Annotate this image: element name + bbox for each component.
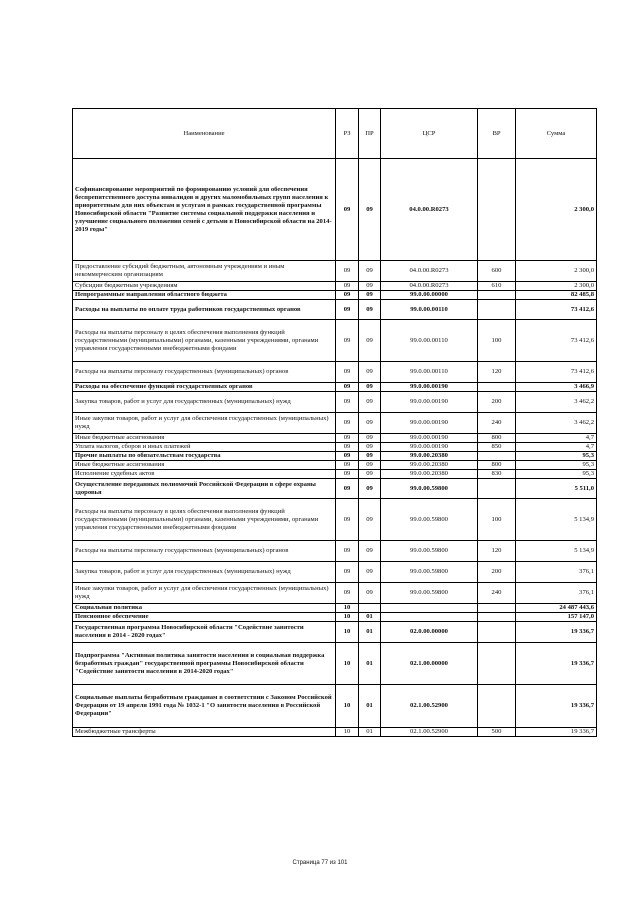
cell-rz: 09 — [336, 434, 359, 443]
cell-rz: 10 — [336, 604, 359, 613]
header-csr: ЦСР — [381, 109, 478, 159]
cell-sum: 3 462,2 — [516, 413, 597, 434]
cell-csr: 99.0.00.59800 — [381, 479, 478, 499]
cell-csr: 02.1.00.00000 — [381, 643, 478, 685]
cell-pr: 09 — [359, 470, 381, 479]
table-body — [73, 159, 597, 737]
cell-csr: 99.0.00.00110 — [381, 320, 478, 362]
cell-vr: 600 — [478, 261, 516, 282]
cell-rz: 09 — [336, 392, 359, 413]
table-row — [73, 728, 597, 737]
cell-pr: 09 — [359, 461, 381, 470]
budget-sheet — [72, 108, 596, 737]
cell-csr: 99.0.00.00000 — [381, 291, 478, 300]
cell-sum: 5 134,9 — [516, 541, 597, 562]
cell-csr: 99.0.00.00190 — [381, 434, 478, 443]
cell-sum: 95,3 — [516, 470, 597, 479]
table-row — [73, 622, 597, 643]
table-row — [73, 282, 597, 291]
table-row — [73, 479, 597, 499]
cell-rz: 09 — [336, 261, 359, 282]
cell-name: Предоставление субсидий бюджетным, автономным учреждениям и иным некоммерческим организациям — [73, 261, 336, 282]
cell-rz: 09 — [336, 479, 359, 499]
cell-rz: 09 — [336, 291, 359, 300]
cell-vr: 100 — [478, 320, 516, 362]
cell-sum: 376,1 — [516, 583, 597, 604]
cell-vr — [478, 685, 516, 728]
cell-vr — [478, 291, 516, 300]
cell-rz: 10 — [336, 643, 359, 685]
cell-vr — [478, 300, 516, 320]
table-row — [73, 685, 597, 728]
cell-csr: 99.0.00.20380 — [381, 470, 478, 479]
cell-name: Социальные выплаты безработным гражданам в соответствии с Законом Российской Федерации от 19 апреля 1991 года № 1032-1 "О занятости населения в Российской Федерации" — [73, 685, 336, 728]
cell-rz: 09 — [336, 320, 359, 362]
cell-csr: 99.0.00.20380 — [381, 452, 478, 461]
cell-vr: 120 — [478, 362, 516, 383]
table-row — [73, 541, 597, 562]
table-row — [73, 613, 597, 622]
cell-pr: 01 — [359, 685, 381, 728]
cell-vr — [478, 383, 516, 392]
cell-pr: 09 — [359, 362, 381, 383]
cell-sum: 4,7 — [516, 443, 597, 452]
cell-sum: 2 300,0 — [516, 282, 597, 291]
cell-rz: 09 — [336, 362, 359, 383]
cell-sum: 73 412,6 — [516, 300, 597, 320]
cell-pr: 09 — [359, 291, 381, 300]
cell-name: Расходы на выплаты по оплате труда работников государственных органов — [73, 300, 336, 320]
cell-sum: 24 487 443,6 — [516, 604, 597, 613]
cell-rz: 10 — [336, 622, 359, 643]
header-rz: РЗ — [336, 109, 359, 159]
cell-pr: 09 — [359, 261, 381, 282]
cell-sum: 5 134,9 — [516, 499, 597, 541]
cell-sum: 2 300,0 — [516, 159, 597, 261]
cell-csr: 99.0.00.00190 — [381, 443, 478, 452]
cell-pr: 09 — [359, 443, 381, 452]
cell-rz: 09 — [336, 461, 359, 470]
cell-name: Расходы на выплаты персоналу государственных (муниципальных) органов — [73, 362, 336, 383]
cell-pr: 09 — [359, 282, 381, 291]
cell-pr — [359, 604, 381, 613]
cell-sum: 2 300,0 — [516, 261, 597, 282]
cell-vr: 800 — [478, 461, 516, 470]
cell-vr: 850 — [478, 443, 516, 452]
cell-rz: 09 — [336, 383, 359, 392]
table-row — [73, 383, 597, 392]
cell-name: Расходы на выплаты персоналу в целях обеспечения выполнения функций государственными (муниципальными) органами, казенными учреждениями, органами управления государственными внебюджетными фондами — [73, 320, 336, 362]
cell-name: Субсидии бюджетным учреждениям — [73, 282, 336, 291]
cell-rz: 09 — [336, 159, 359, 261]
cell-vr: 500 — [478, 728, 516, 737]
cell-vr: 200 — [478, 392, 516, 413]
cell-name: Межбюджетные трансферты — [73, 728, 336, 737]
table-row — [73, 470, 597, 479]
cell-sum: 95,3 — [516, 461, 597, 470]
table-row — [73, 320, 597, 362]
cell-csr: 99.0.00.00110 — [381, 300, 478, 320]
cell-rz: 09 — [336, 300, 359, 320]
cell-vr: 120 — [478, 541, 516, 562]
table-row — [73, 499, 597, 541]
cell-csr: 99.0.00.00190 — [381, 413, 478, 434]
cell-sum: 19 336,7 — [516, 622, 597, 643]
cell-sum: 19 336,7 — [516, 728, 597, 737]
cell-pr: 09 — [359, 541, 381, 562]
cell-vr: 240 — [478, 583, 516, 604]
table-row — [73, 291, 597, 300]
cell-sum: 95,3 — [516, 452, 597, 461]
cell-pr: 09 — [359, 479, 381, 499]
cell-vr: 800 — [478, 434, 516, 443]
cell-name: Исполнение судебных актов — [73, 470, 336, 479]
cell-csr: 02.1.00.52900 — [381, 728, 478, 737]
cell-vr — [478, 613, 516, 622]
cell-pr: 09 — [359, 320, 381, 362]
cell-vr — [478, 622, 516, 643]
table-row — [73, 362, 597, 383]
cell-name: Иные закупки товаров, работ и услуг для обеспечения государственных (муниципальных) нужд — [73, 583, 336, 604]
cell-sum: 3 462,2 — [516, 392, 597, 413]
cell-rz: 09 — [336, 541, 359, 562]
table-header-row — [73, 109, 597, 159]
cell-name: Иные бюджетные ассигнования — [73, 461, 336, 470]
cell-pr: 09 — [359, 300, 381, 320]
cell-csr: 99.0.00.00110 — [381, 362, 478, 383]
cell-rz: 09 — [336, 583, 359, 604]
cell-csr: 04.0.00.R0273 — [381, 261, 478, 282]
table-row — [73, 643, 597, 685]
cell-csr: 99.0.00.00190 — [381, 383, 478, 392]
cell-name: Иные закупки товаров, работ и услуг для обеспечения государственных (муниципальных) нужд — [73, 413, 336, 434]
cell-sum: 157 147,0 — [516, 613, 597, 622]
cell-rz: 10 — [336, 685, 359, 728]
cell-pr: 09 — [359, 383, 381, 392]
cell-name: Закупка товаров, работ и услуг для государственных (муниципальных) нужд — [73, 562, 336, 583]
table-row — [73, 392, 597, 413]
cell-name: Софинансирование мероприятий по формированию условий для обеспечения беспрепятственного доступа инвалидов и других маломобильных групп населения к приоритетным для них объектам и услугам в рамках государственной программы Новосибирской области "Развитие системы социальной поддержки населения и улучшение социального положения семей с детьми в Новосибирской области на 2014-2019 годы" — [73, 159, 336, 261]
cell-csr: 04.0.00.R0273 — [381, 282, 478, 291]
cell-sum: 19 336,7 — [516, 685, 597, 728]
table-row — [73, 604, 597, 613]
cell-sum: 73 412,6 — [516, 320, 597, 362]
table-row — [73, 300, 597, 320]
cell-name: Пенсионное обеспечение — [73, 613, 336, 622]
cell-pr: 09 — [359, 159, 381, 261]
cell-pr: 09 — [359, 392, 381, 413]
table-row — [73, 413, 597, 434]
header-name: Наименование — [73, 109, 336, 159]
cell-csr: 02.1.00.52900 — [381, 685, 478, 728]
cell-pr: 09 — [359, 452, 381, 461]
cell-name: Расходы на обеспечение функций государственных органов — [73, 383, 336, 392]
cell-vr: 240 — [478, 413, 516, 434]
cell-csr — [381, 613, 478, 622]
table-row — [73, 452, 597, 461]
budget-table — [72, 108, 597, 737]
cell-pr: 01 — [359, 643, 381, 685]
table-row — [73, 159, 597, 261]
header-sum: Сумма — [516, 109, 597, 159]
cell-rz: 09 — [336, 499, 359, 541]
cell-rz: 10 — [336, 728, 359, 737]
cell-rz: 09 — [336, 443, 359, 452]
table-row — [73, 443, 597, 452]
header-vr: ВР — [478, 109, 516, 159]
cell-pr: 01 — [359, 622, 381, 643]
cell-rz: 09 — [336, 452, 359, 461]
cell-pr: 09 — [359, 434, 381, 443]
table-row — [73, 562, 597, 583]
table-row — [73, 583, 597, 604]
cell-rz: 09 — [336, 413, 359, 434]
cell-rz: 09 — [336, 470, 359, 479]
cell-vr: 200 — [478, 562, 516, 583]
cell-csr: 02.0.00.00000 — [381, 622, 478, 643]
cell-pr: 09 — [359, 499, 381, 541]
cell-name: Социальная политика — [73, 604, 336, 613]
cell-vr — [478, 479, 516, 499]
cell-sum: 3 466,9 — [516, 383, 597, 392]
cell-name: Уплата налогов, сборов и иных платежей — [73, 443, 336, 452]
cell-vr — [478, 643, 516, 685]
cell-csr: 99.0.00.00190 — [381, 392, 478, 413]
header-pr: ПР — [359, 109, 381, 159]
cell-name: Подпрограмма "Активная политика занятости населения и социальная поддержка безработных граждан" государственной программы Новосибирской области "Содействие занятости населения в 2014-2020 годах" — [73, 643, 336, 685]
cell-csr: 99.0.00.59800 — [381, 562, 478, 583]
cell-name: Прочие выплаты по обязательствам государства — [73, 452, 336, 461]
table-row — [73, 461, 597, 470]
cell-rz: 09 — [336, 282, 359, 291]
cell-rz: 09 — [336, 562, 359, 583]
cell-name: Осуществление переданных полномочий Российской Федерации в сфере охраны здоровья — [73, 479, 336, 499]
cell-pr: 01 — [359, 728, 381, 737]
cell-rz: 10 — [336, 613, 359, 622]
page-number: Страница 77 из 101 — [292, 860, 348, 866]
cell-sum: 19 336,7 — [516, 643, 597, 685]
cell-name: Непрограммные направления областного бюджета — [73, 291, 336, 300]
cell-vr — [478, 452, 516, 461]
table-row — [73, 261, 597, 282]
cell-csr — [381, 604, 478, 613]
cell-vr — [478, 604, 516, 613]
cell-csr: 99.0.00.20380 — [381, 461, 478, 470]
cell-csr: 99.0.00.59800 — [381, 583, 478, 604]
cell-name: Государственная программа Новосибирской области "Содействие занятости населения в 2014 - 2020 годах" — [73, 622, 336, 643]
cell-pr: 01 — [359, 613, 381, 622]
table-row — [73, 434, 597, 443]
cell-name: Расходы на выплаты персоналу в целях обеспечения выполнения функций государственными (муниципальными) органами, казенными учреждениями, органами управления государственными внебюджетными фондами — [73, 499, 336, 541]
cell-csr: 99.0.00.59800 — [381, 541, 478, 562]
cell-name: Иные бюджетные ассигнования — [73, 434, 336, 443]
cell-name: Расходы на выплаты персоналу государственных (муниципальных) органов — [73, 541, 336, 562]
cell-sum: 376,1 — [516, 562, 597, 583]
cell-csr: 04.0.00.R0273 — [381, 159, 478, 261]
cell-pr: 09 — [359, 583, 381, 604]
cell-csr: 99.0.00.59800 — [381, 499, 478, 541]
cell-name: Закупка товаров, работ и услуг для государственных (муниципальных) нужд — [73, 392, 336, 413]
cell-vr: 830 — [478, 470, 516, 479]
cell-vr — [478, 159, 516, 261]
cell-sum: 5 511,0 — [516, 479, 597, 499]
cell-sum: 4,7 — [516, 434, 597, 443]
cell-vr: 610 — [478, 282, 516, 291]
cell-sum: 82 485,8 — [516, 291, 597, 300]
cell-pr: 09 — [359, 562, 381, 583]
cell-pr: 09 — [359, 413, 381, 434]
cell-sum: 73 412,6 — [516, 362, 597, 383]
cell-vr: 100 — [478, 499, 516, 541]
